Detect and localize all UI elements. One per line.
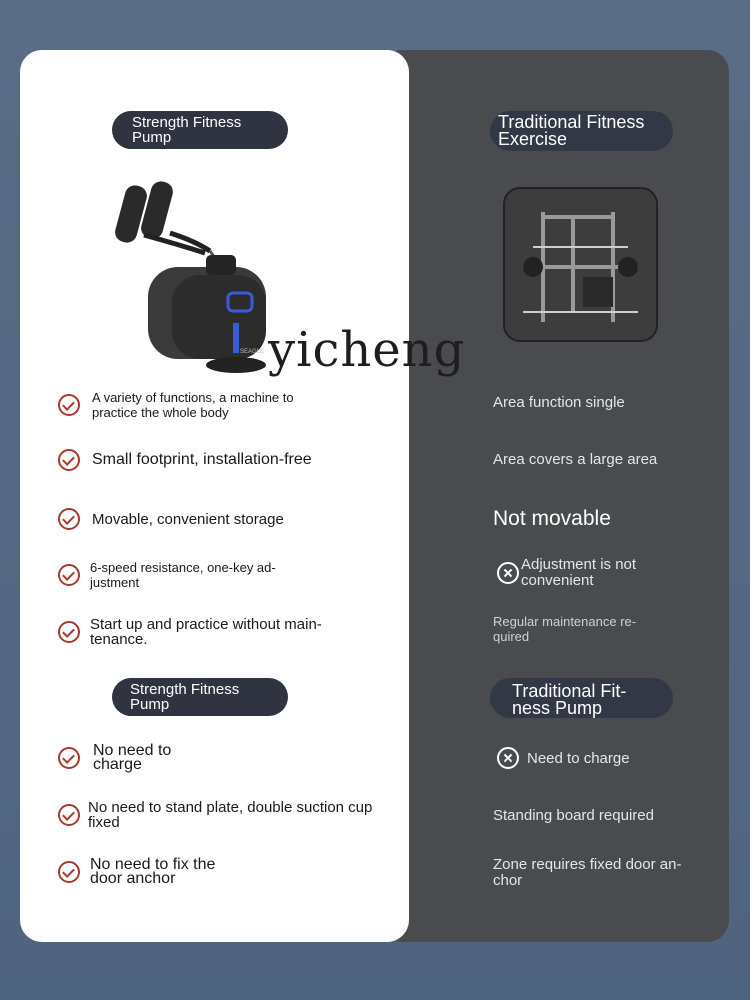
traditional-item-7-text: Standing board required: [493, 807, 654, 824]
pump-item-7-text: No need to stand plate, double suction cup fixed: [88, 799, 373, 831]
traditional-item-6-text: Need to charge: [527, 749, 630, 767]
check-circle-icon: [58, 508, 80, 530]
traditional-item-7: [493, 807, 654, 824]
traditional-item-5-text: Regular maintenance re-quired: [493, 614, 637, 644]
x-circle-icon: [497, 562, 519, 584]
traditional-item-2-text: Area covers a large area: [493, 451, 658, 468]
check-circle-icon: [58, 804, 80, 826]
pump-header-2-text: Strength Fitness Pump: [130, 681, 240, 713]
check-circle-icon: [58, 621, 80, 643]
pump-item-2-text: Small footprint, installation-free: [92, 451, 312, 468]
traditional-item-2: [493, 451, 657, 468]
pump-item-8-text: No need to fix the door anchor: [90, 856, 216, 887]
traditional-item-3: [493, 507, 611, 531]
traditional-item-3-text: Not movable: [493, 507, 611, 530]
check-circle-icon: [58, 564, 80, 586]
traditional-item-1: [493, 394, 625, 411]
traditional-item-8: [493, 857, 683, 889]
pump-item-1-text: A variety of functions, a machine to practice the whole body: [92, 390, 294, 420]
gym-equipment-image: [503, 187, 658, 342]
traditional-item-8-text: Zone requires fixed door an-chor: [493, 856, 682, 889]
traditional-item-1-text: Area function single: [493, 394, 625, 411]
pump-item-7: [58, 800, 378, 830]
pump-item-4-text: 6-speed resistance, one-key ad-justment: [90, 560, 276, 590]
pump-item-2: [58, 449, 312, 471]
traditional-header-1: [490, 111, 673, 151]
watermark: yicheng: [268, 322, 466, 378]
pump-header-1-text: Strength Fitness Pump: [132, 114, 242, 146]
handle-icon: [113, 179, 210, 253]
traditional-header-2: [490, 678, 673, 718]
traditional-item-6: [497, 747, 630, 769]
x-circle-icon: [497, 747, 519, 769]
pump-header-2: [112, 678, 288, 716]
product-brand-text: SEAGLE: [240, 349, 265, 355]
pump-item-3: [58, 508, 284, 530]
check-circle-icon: [58, 449, 80, 471]
pump-item-4: [58, 560, 305, 590]
pump-item-6-text: No need to charge: [93, 742, 172, 773]
fitness-pump-image: [110, 175, 280, 375]
check-circle-icon: [58, 747, 80, 769]
pump-item-1: [58, 390, 332, 420]
pump-item-6: [58, 744, 183, 772]
traditional-header-2-text: Traditional Fit-ness Pump: [512, 681, 627, 718]
pump-header-1: [112, 111, 288, 149]
pump-item-3-text: Movable, convenient storage: [92, 510, 284, 528]
traditional-item-4-text: Adjustment is not convenient: [521, 556, 637, 589]
pump-item-5: [58, 617, 330, 647]
check-circle-icon: [58, 394, 80, 416]
traditional-item-5: [493, 614, 658, 644]
traditional-header-1-text: Traditional Fitness Exercise: [498, 112, 645, 149]
check-circle-icon: [58, 861, 80, 883]
pump-item-8: [58, 858, 220, 886]
traditional-item-4: [497, 557, 651, 589]
pump-item-5-text: Start up and practice without main-tenance.: [90, 616, 322, 648]
